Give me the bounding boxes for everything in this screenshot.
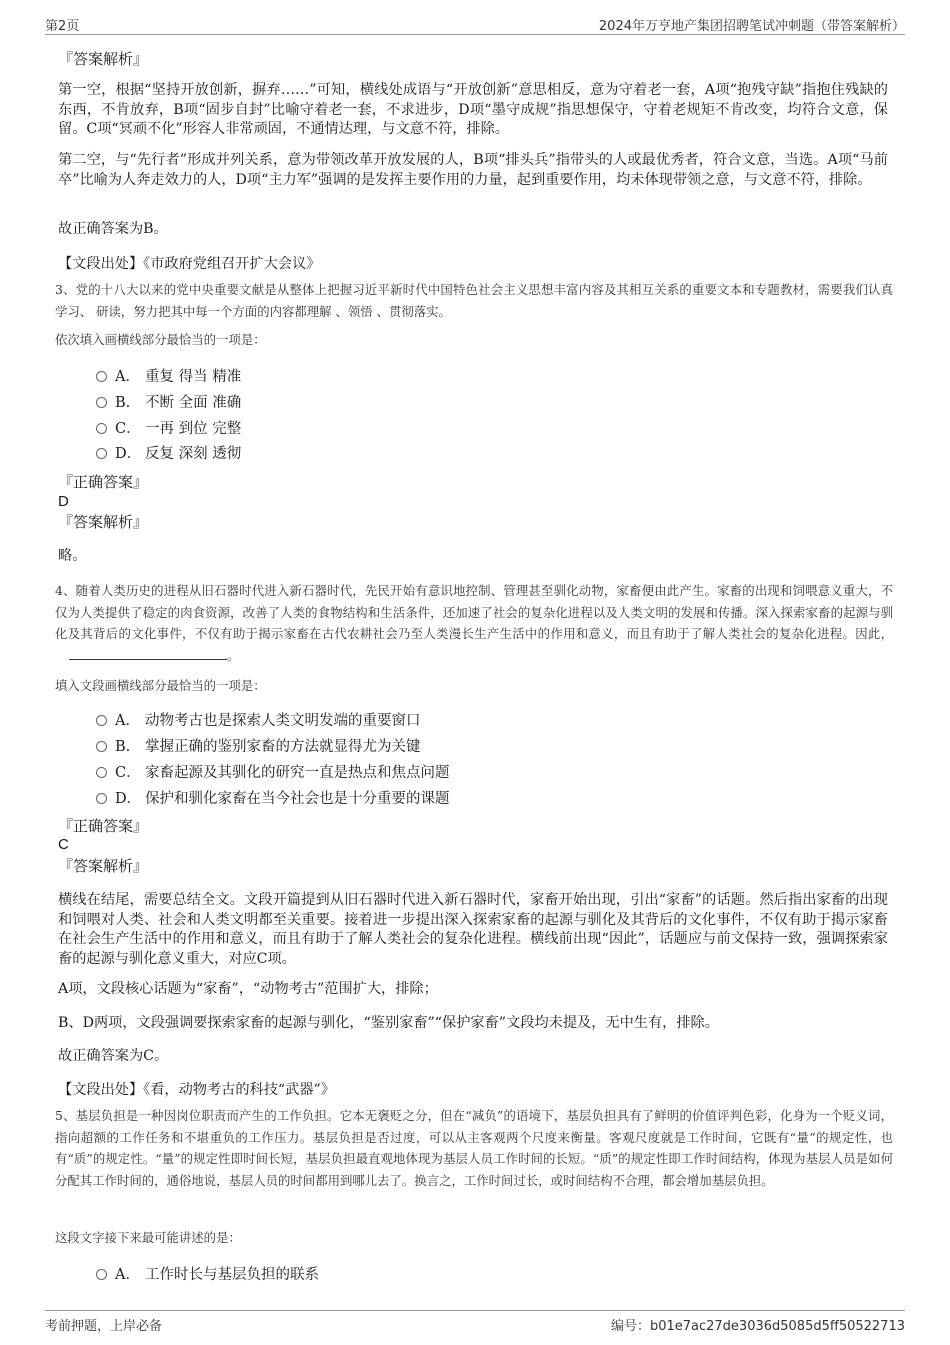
q4-correct-answer: C [58,836,69,853]
option-text: 反复 深刻 透彻 [145,446,242,462]
option-text: 一再 到位 完整 [145,421,242,437]
q4-analysis-label: 『答案解析』 [58,857,149,875]
option-letter: A． [115,1267,140,1283]
option-text: 保护和驯化家畜在当今社会也是十分重要的课题 [145,791,450,807]
page-header [45,14,905,35]
option-text: 动物考古也是探索人类文明发端的重要窗口 [145,713,421,729]
q3-option-b[interactable] [96,393,241,413]
q4-source: 【文段出处】《看，动物考古的科技“武器”》 [58,1082,335,1098]
q3-question-text: 3、党的十八大以来的党中央重要文献是从整体上把握习近平新时代中国特色社会主义思想丰富内容及其相互关系的重要文本和专题教材，需要我们认真学习、 研读，努力把其中每一个方面的内容都理解 、领悟 、贯彻落实。 [55,282,893,319]
document-title: 2024年万亨地产集团招聘笔试冲刺题（带答案解析） [598,19,905,34]
q4-correct-label: 『正确答案』 [58,817,149,835]
option-letter: A． [115,369,140,385]
radio-circle-icon[interactable] [96,397,107,408]
q5-option-a[interactable] [96,1265,319,1285]
q4-question-text [55,580,893,666]
option-letter: A． [115,713,140,729]
radio-circle-icon[interactable] [96,741,107,752]
q3-correct-answer: D [58,493,69,510]
q2-analysis-label: 『答案解析』 [58,50,149,68]
radio-circle-icon[interactable] [96,715,107,726]
q4-analysis-paragraph-1: 横线在结尾，需要总结全文。文段开篇提到从旧石器时代进入新石器时代，家畜开始出现，引出“家畜”的话题。然后指出家畜的出现和饲喂对人类、社会和人类文明都至关重要。接着进一步提出深入探索家畜的起源与驯化及其背后的文化事件，不仅有助于揭示家畜在社会生产生活中的作用和意义，而且有助于了解人类社会的复杂化进程。横线前出现“因此”，话题应与前文保持一致，强调探索家畜的起源与驯化意义重大，对应C项。 [58,892,888,967]
option-letter: B. [115,395,131,411]
q4-analysis-paragraph-3: B、D两项，文段强调要探索家畜的起源与驯化，“鉴别家畜”“保护家畜”文段均未提及，无中生有，排除。 [58,1015,719,1031]
q4-prompt: 填入文段画横线部分最恰当的一项是： [55,678,266,693]
answer-blank [69,647,227,660]
document-serial: 编号：b01e7ac27de3036d5085d5ff50522713 [610,1319,905,1334]
q4-text-body: 4、随着人类历史的进程从旧石器时代进入新石器时代，先民开始有意识地控制、管理甚至驯化动物，家畜便由此产生。家畜的出现和饲喂意义重大，不仅为人类提供了稳定的肉食资源，改善了人类的食物结构和生活条件，还加速了社会的复杂化进程以及人类文明的发展和传播。深入探索家畜的起源与驯化及其背后的文化事件，不仅有助于揭示家畜在古代农耕社会乃至人类漫长生产生活中的作用和意义，而且有助于了解人类社会的复杂化进程。因此， [55,583,893,641]
q3-prompt: 依次填入画横线部分最恰当的一项是： [55,332,266,347]
q5-prompt: 这段文字接下来最可能讲述的是： [55,1230,241,1245]
radio-circle-icon[interactable] [96,423,107,434]
q2-conclusion: 故正确答案为B。 [58,221,168,237]
option-text: 掌握正确的鉴别家畜的方法就显得尤为关键 [145,739,421,755]
q3-option-c[interactable] [96,419,241,439]
option-letter: C． [115,421,141,437]
q3-option-d[interactable] [96,444,241,464]
q2-analysis-paragraph-1: 第一空，根据“坚持开放创新，摒弃……”可知，横线处成语与“开放创新”意思相反，意为守着老一套，A项“抱残守缺”指抱住残缺的东西，不肯放弃，B项“固步自封”比喻守着老一套，不求进步，D项“墨守成规”指思想保守，守着老规矩不肯改变，均符合文意，保留。C项“冥顽不化”形容人非常顽固，不通情达理，与文意不符，排除。 [58,82,888,137]
radio-circle-icon[interactable] [96,448,107,459]
q3-analysis: 略。 [58,548,87,564]
option-letter: D． [115,791,142,807]
q4-option-a[interactable] [96,711,421,731]
option-text: 不断 全面 准确 [145,395,242,411]
radio-circle-icon[interactable] [96,793,107,804]
radio-circle-icon[interactable] [96,1269,107,1280]
option-letter: B. [115,739,131,755]
option-text: 重复 得当 精准 [145,369,242,385]
radio-circle-icon[interactable] [96,371,107,382]
q2-source: 【文段出处】《市政府党组召开扩大会议》 [58,256,321,272]
option-letter: D． [115,446,142,462]
page-number: 第2页 [45,19,80,34]
option-text: 家畜起源及其驯化的研究一直是热点和焦点问题 [145,765,450,781]
q4-option-c[interactable] [96,763,450,783]
q5-question-text: 5、基层负担是一种因岗位职责而产生的工作负担。它本无褒贬之分，但在“减负”的语境下，基层负担具有了鲜明的价值评判色彩，化身为一个贬义词，指向超额的工作任务和不堪重负的工作压力。基层负担是否过度，可以从主客观两个尺度来衡量。客观尺度就是工作时间，它既有“量”的规定性，也有“质”的规定性。“量”的规定性即时间长短，基层负担最直观地体现为基层人员工作时间的长短。“质”的规定性即工作时间结构，体现为基层人员是如何分配其工作时间的，通俗地说，基层人员的时间都用到哪儿去了。换言之，工作时间过长，或时间结构不合理，都会增加基层负担。 [55,1108,893,1188]
option-letter: C． [115,765,141,781]
q4-option-b[interactable] [96,737,421,757]
q4-analysis-paragraph-2: A项，文段核心话题为“家畜”，“动物考古”范围扩大，排除； [58,981,438,997]
q3-analysis-label: 『答案解析』 [58,513,149,531]
q3-correct-label: 『正确答案』 [58,473,149,491]
q4-option-d[interactable] [96,789,450,809]
option-text: 工作时长与基层负担的联系 [145,1267,319,1283]
q4-text-end: 。 [227,647,240,663]
footer-slogan: 考前押题，上岸必备 [45,1319,163,1334]
page-footer [45,1310,905,1333]
q4-conclusion: 故正确答案为C。 [58,1048,169,1064]
radio-circle-icon[interactable] [96,767,107,778]
q2-analysis-paragraph-2: 第二空，与“先行者”形成并列关系，意为带领改革开放发展的人，B项“排头兵”指带头的人或最优秀者，符合文意，当选。A项“马前卒”比喻为人奔走效力的人，D项“主力军”强调的是发挥主要作用的力量，起到重要作用，均未体现带领之意，与文意不符，排除。 [58,152,888,188]
q3-option-a[interactable] [96,367,241,387]
